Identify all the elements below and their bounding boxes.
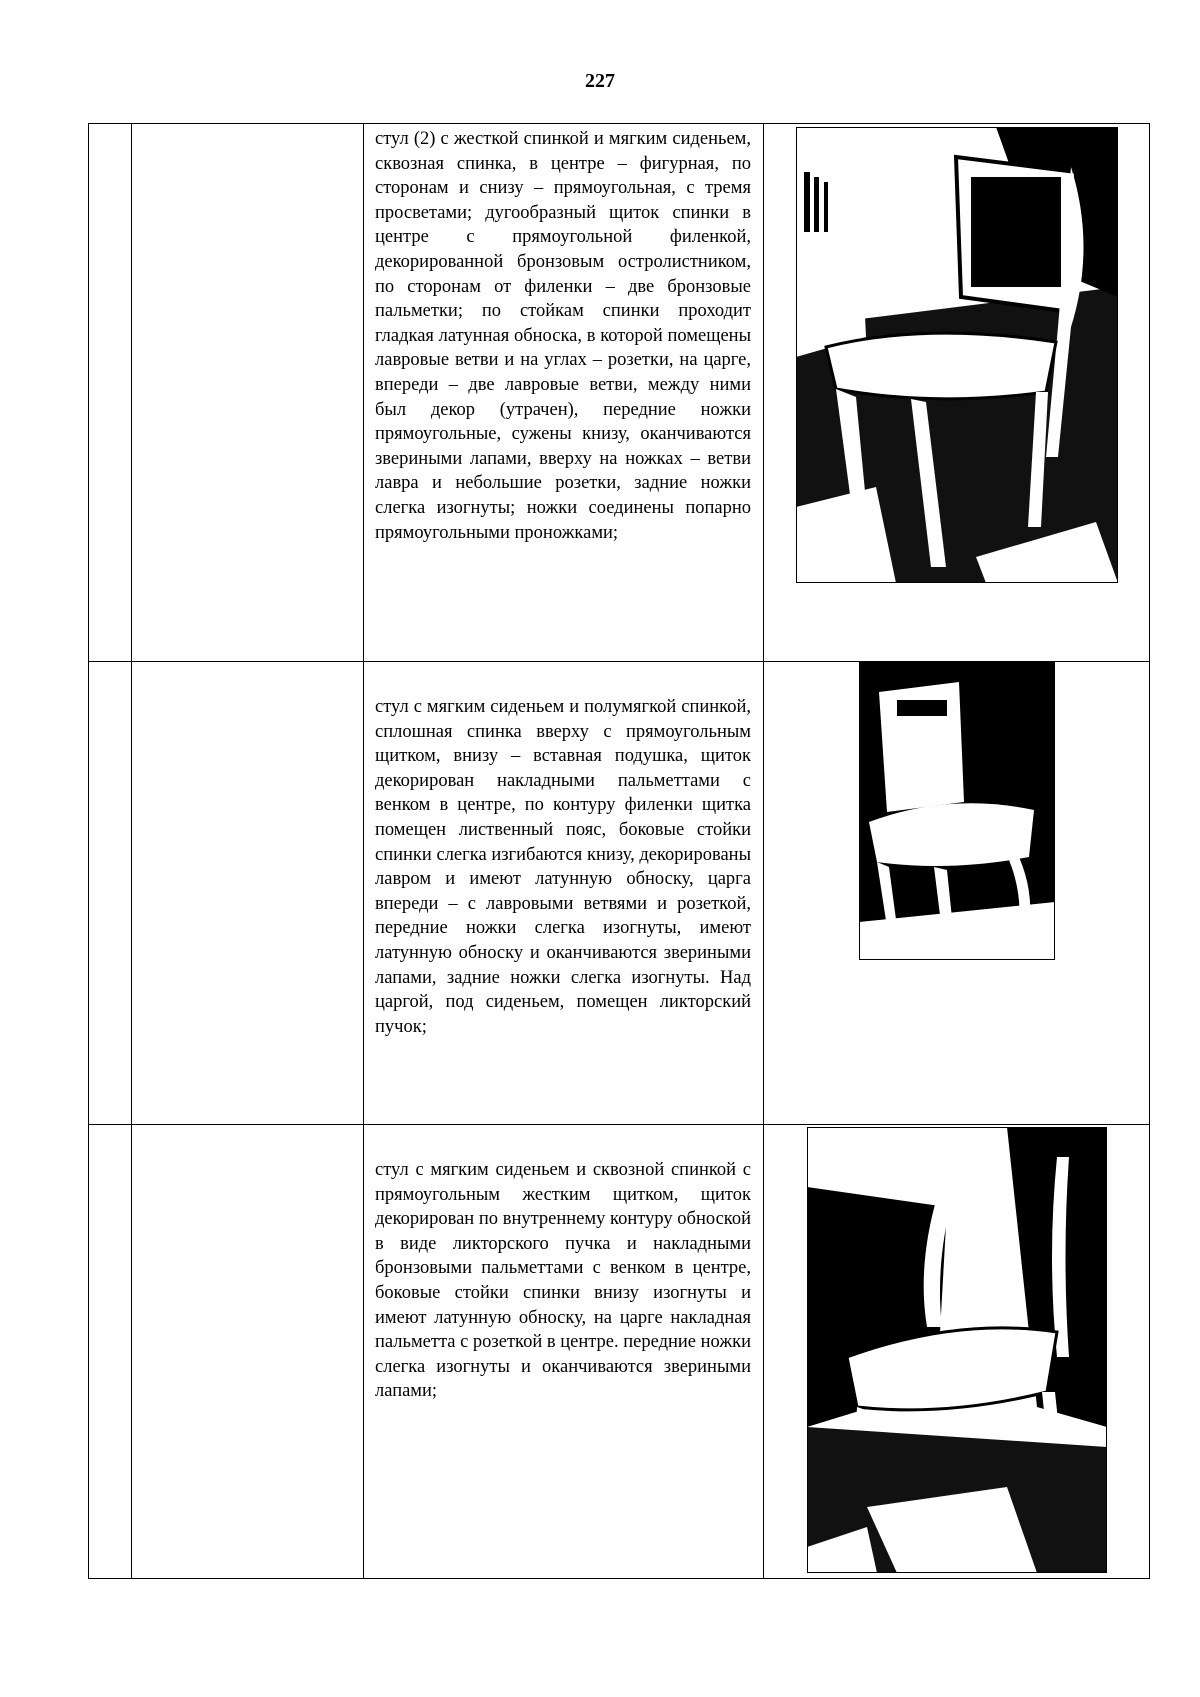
- table-row: [89, 124, 1150, 662]
- item-description: стул (2) с жесткой спинкой и мягким сиденьем, сквозная спинка, в центре – фигурная, по сторонам и снизу – прямоугольная, с тремя просветами; дугообразный щиток спинки в центре с прямоугольной филенкой, декорированной бронзовым остролистником, по сторонам от филенки – две бронзовые пальметки; по стойкам спинки проходит гладкая латунная обноска, в которой помещены лавровые ветви и на углах – розетки, на царге, впереди – две лавровые ветви, между ними был декор (утрачен), передние ножки прямоугольные, сужены книзу, оканчиваются звериными лапами, вверху на ножках – ветви лавра и небольшие розетки, задние ножки слегка изогнуты; ножки соединены попарно прямоугольными проножками;: [375, 129, 751, 543]
- row-photo-cell: [764, 662, 1150, 1125]
- row-description-cell: [364, 1125, 764, 1579]
- row-photo-cell: [764, 124, 1150, 662]
- table-row: [89, 662, 1150, 1125]
- chair-photo-1: [796, 127, 1118, 583]
- row-name-cell: [132, 124, 364, 662]
- item-description: стул с мягким сиденьем и сквозной спинкой с прямоугольным жестким щитком, щиток декорирован по внутреннему контуру обноской в виде ликторского пучка и накладными бронзовыми пальметтами с венком в центре, боковые стойки спинки внизу изогнуты и имеют латунную обноску, на царге накладная пальметта с розеткой в центре. передние ножки слегка изогнуты и оканчиваются звериными лапами;: [375, 1160, 751, 1402]
- row-description-cell: [364, 662, 764, 1125]
- row-number-cell: [89, 1125, 132, 1579]
- row-number-cell: [89, 124, 132, 662]
- object-register-table: [88, 123, 1150, 1579]
- table-row: [89, 1125, 1150, 1579]
- item-description: стул с мягким сиденьем и полумягкой спинкой, сплошная спинка вверху с прямоугольным щитком, внизу – вставная подушка, щиток декорирован накладными пальметтами с венком в центре, по контуру филенки щитка помещен лиственный пояс, боковые стойки спинки слегка изгибаются книзу, декорированы лавром и имеют латунную обноску, царга впереди – с лавровыми ветвями и розеткой, передние ножки слегка изогнуты, имеют латунную обноску и оканчиваются звериными лапами, задние ножки слегка изогнуты. Над царгой, под сиденьем, помещен ликторский пучок;: [375, 697, 751, 1037]
- row-number-cell: [89, 662, 132, 1125]
- chair-photo-3: [807, 1127, 1107, 1573]
- row-name-cell: [132, 662, 364, 1125]
- row-name-cell: [132, 1125, 364, 1579]
- row-photo-cell: [764, 1125, 1150, 1579]
- row-description-cell: [364, 124, 764, 662]
- page-number: 227: [585, 70, 615, 92]
- chair-photo-2: [859, 662, 1055, 960]
